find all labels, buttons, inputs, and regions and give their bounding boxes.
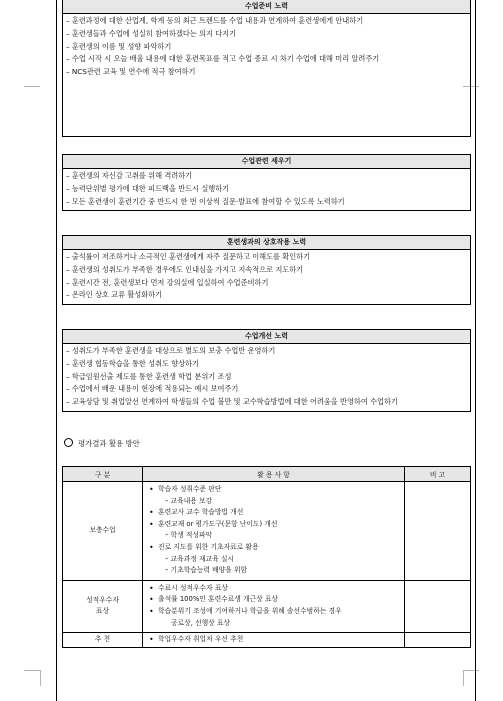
section-title: 수업준비 노력 bbox=[63, 0, 470, 14]
section-item: – 훈련생의 성취도가 부족한 경우에도 인내심을 가지고 지속적으로 지도하기 bbox=[66, 264, 304, 274]
section-item: – 성취도가 부족한 훈련생을 대상으로 별도의 보충 수업반 운영하기 bbox=[66, 346, 276, 355]
circle-bullet-icon bbox=[64, 438, 73, 447]
section-item: – 훈련생의 이름 및 성향 파악하기 bbox=[66, 41, 172, 51]
section-item: – 훈련과정에 대한 산업계, 학계 등의 최근 트렌드를 수업 내용과 연계하여 훈련생에게 안내하기 bbox=[66, 16, 364, 25]
section-class-related bbox=[62, 154, 471, 211]
section-item: – 능력단위별 평가에 대한 피드백을 반드시 실행하기 bbox=[66, 183, 230, 193]
list-item: • 훈련교재 or 평가도구(문항 난이도) 개선 bbox=[149, 519, 404, 531]
table-row bbox=[63, 580, 471, 632]
list-item: 공로상, 선행상 표상 bbox=[171, 618, 231, 627]
list-item: – 교육과정 재교육 실시 bbox=[165, 554, 234, 563]
row-content bbox=[143, 580, 405, 632]
utilization-heading bbox=[64, 438, 140, 449]
list-item: • 학업우수자 취업처 우선 추천 bbox=[149, 634, 404, 646]
column-header: 비 고 bbox=[405, 467, 471, 482]
section-item: – 모든 훈련생이 훈련기간 중 반드시 한 번 이상씩 질문·발표에 참여할 수 있도록 노력하기 bbox=[66, 196, 345, 206]
section-item: – 수업 시작 시 오늘 배울 내용에 대한 훈련목표를 적고 수업 종료 시 차기 수업에 대해 미리 알려주기 bbox=[66, 54, 380, 64]
crop-mark bbox=[24, 86, 40, 87]
column-header: 활 용 사 항 bbox=[143, 467, 405, 482]
list-item: – 기초학습능력 배양을 위함 bbox=[165, 566, 248, 575]
table-row bbox=[63, 633, 471, 648]
row-category bbox=[63, 580, 143, 632]
section-class-improvement bbox=[62, 329, 471, 412]
table-header-row bbox=[63, 467, 471, 482]
section-title: 훈련생과의 상호작용 노력 bbox=[63, 236, 470, 250]
utilization-table bbox=[62, 466, 471, 648]
list-item: • 학습자 성취수준 판단 bbox=[149, 484, 404, 496]
section-title: 수업개선 노력 bbox=[63, 330, 470, 344]
section-item: – 훈련생 협동학습을 통한 성취도 향상하기 bbox=[66, 358, 200, 368]
section-item: – NCS관련 교육 및 연수에 적극 참여하기 bbox=[66, 67, 196, 77]
section-item: – 훈련생들과 수업에 성실히 참여하겠다는 의지 다지기 bbox=[66, 28, 237, 38]
list-item: – 학생 적성파악 bbox=[165, 531, 213, 540]
row-category-line: 성적우수자 bbox=[86, 596, 119, 605]
section-item: – 학급임원선출 제도를 통한 훈련생 학업 분위기 조성 bbox=[66, 371, 232, 381]
list-item: • 진로 지도를 위한 기초자료로 활용 bbox=[149, 542, 404, 554]
list-item: • 출석률 100%인 훈련수료생 개근상 표상 bbox=[149, 594, 404, 606]
list-item: • 수료시 성적우수자 표상 bbox=[149, 583, 404, 595]
section-item: – 출석률이 저조하거나 소극적인 훈련생에게 자주 질문하고 이해도를 확인하기 bbox=[66, 252, 311, 261]
section-title: 수업관련 세우기 bbox=[63, 155, 470, 169]
crop-mark bbox=[40, 670, 41, 686]
row-remark bbox=[405, 580, 471, 632]
row-category: 보충수업 bbox=[63, 482, 143, 581]
section-interaction bbox=[62, 235, 471, 305]
utilization-heading-text: 평가결과 활용 방안 bbox=[78, 439, 140, 448]
section-item: – 온라인 상호 교류 활성화하기 bbox=[66, 290, 163, 300]
row-remark bbox=[405, 482, 471, 581]
row-content bbox=[143, 633, 405, 648]
row-remark bbox=[405, 633, 471, 648]
column-header: 구 분 bbox=[63, 467, 143, 482]
row-content bbox=[143, 482, 405, 581]
table-row bbox=[63, 482, 471, 581]
list-item: • 학습분위기 조성에 기여하거나 학급을 위해 솔선수범하는 경우 bbox=[149, 606, 404, 618]
crop-mark bbox=[24, 670, 40, 671]
list-item: • 훈련교사 교수 학습방법 개선 bbox=[149, 507, 404, 519]
row-category: 추 천 bbox=[63, 633, 143, 648]
row-category-line: 표상 bbox=[95, 607, 110, 616]
list-item: – 교육내용 보강 bbox=[165, 496, 213, 505]
section-item: – 수업에서 배운 내용이 현장에 적용되는 예시 보여주기 bbox=[66, 384, 239, 394]
section-item: – 훈련생의 자신감 고취를 위해 격려하기 bbox=[66, 171, 193, 180]
section-item: – 교육상담 및 취업알선 연계하여 학생들의 수업 불만 및 교수학습방법에 대한 어려움을 반영하여 수업하기 bbox=[66, 397, 398, 407]
section-prep-effort bbox=[62, 0, 471, 137]
section-item: – 훈련시간 전, 훈련생보다 먼저 강의실에 입실하여 수업준비하기 bbox=[66, 277, 269, 287]
